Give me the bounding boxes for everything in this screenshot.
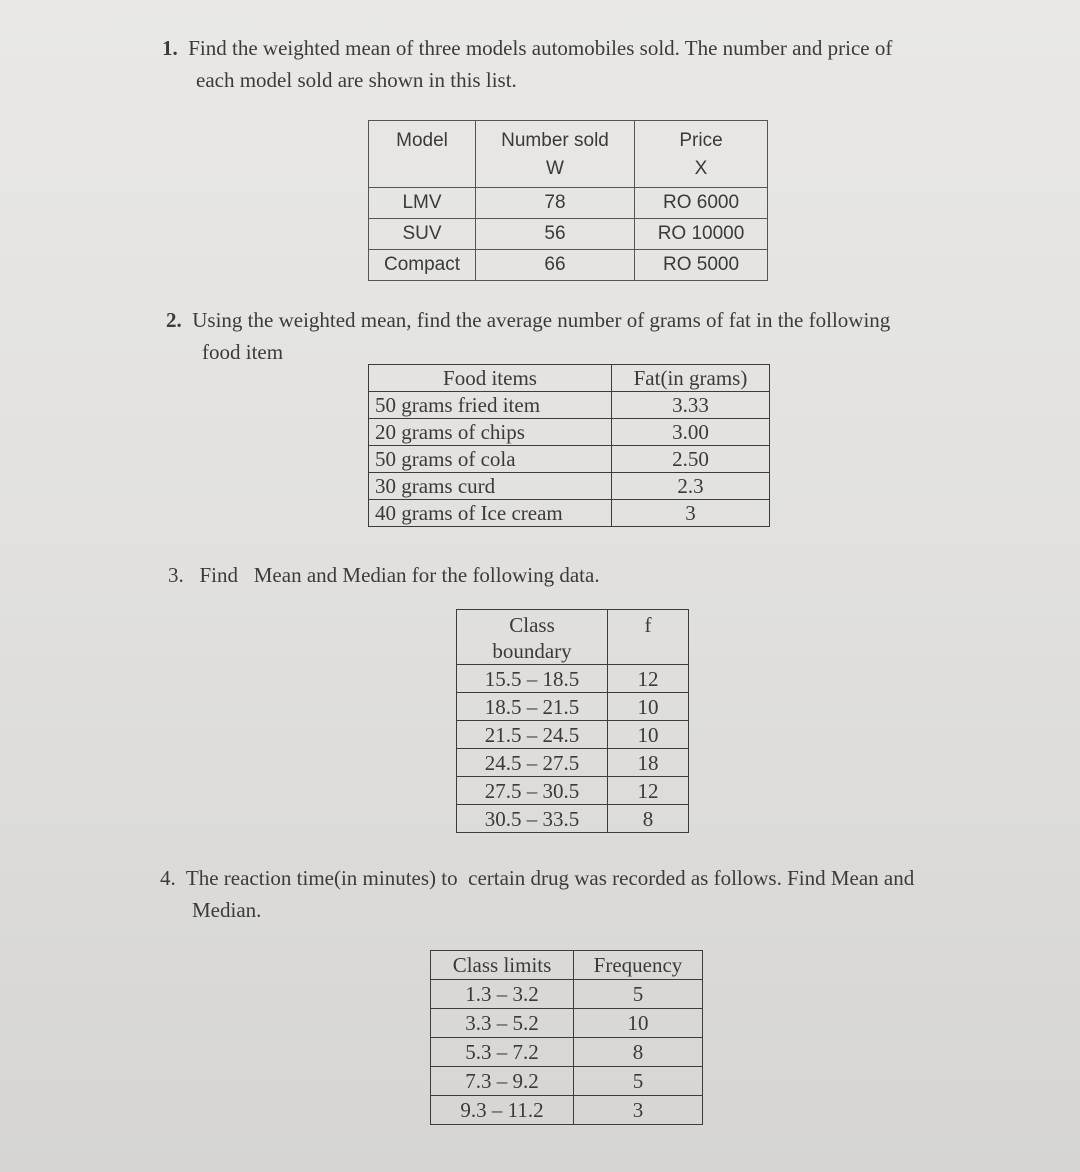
class-boundary-table: [456, 609, 689, 833]
question-4-line-2: Median.: [192, 898, 262, 922]
table-header-row: [369, 121, 768, 188]
question-4-number: 4.: [160, 866, 176, 890]
table-cell: 12: [608, 777, 689, 805]
table-cell: 10: [574, 1009, 703, 1038]
table-cell: 30.5 – 33.5: [457, 805, 608, 833]
table-cell: 40 grams of Ice cream: [369, 500, 612, 527]
table-cell: RO 6000: [635, 188, 768, 219]
table-cell: LMV: [369, 188, 476, 219]
table-cell: 5.3 – 7.2: [431, 1038, 574, 1067]
table-row: [457, 693, 689, 721]
header-class-limits: Class limits: [431, 951, 574, 980]
table-cell: 12: [608, 665, 689, 693]
table-cell: Compact: [369, 250, 476, 281]
table-row: [431, 1038, 703, 1067]
table-cell: RO 5000: [635, 250, 768, 281]
table-row: [431, 1067, 703, 1096]
question-2-line-2: food item: [202, 340, 284, 364]
question-1: [162, 32, 892, 96]
table-cell: 3: [574, 1096, 703, 1125]
table-cell: 8: [574, 1038, 703, 1067]
question-1-number: 1.: [162, 36, 178, 60]
table-cell: 2.3: [612, 473, 770, 500]
table-row: [457, 721, 689, 749]
header-fat: Fat(in grams): [612, 365, 770, 392]
header-price: Price X: [635, 121, 768, 188]
question-3-number: 3.: [168, 563, 184, 587]
question-1-line-1: Find the weighted mean of three models automobiles sold. The number and price of: [188, 36, 893, 60]
table-row: [457, 665, 689, 693]
table-row: [369, 188, 768, 219]
table-cell: 3.3 – 5.2: [431, 1009, 574, 1038]
table-row: [369, 473, 770, 500]
table-cell: 30 grams curd: [369, 473, 612, 500]
table-row: [457, 805, 689, 833]
question-2-line-1: Using the weighted mean, find the average number of grams of fat in the following: [192, 308, 891, 332]
table-cell: 21.5 – 24.5: [457, 721, 608, 749]
table-header-row: [457, 610, 689, 665]
header-f: f: [608, 610, 689, 665]
table-cell: 3.33: [612, 392, 770, 419]
automobile-sales-table: [368, 120, 768, 281]
question-4: [160, 862, 914, 926]
header-class-boundary: Class boundary: [457, 610, 608, 665]
table-cell: 8: [608, 805, 689, 833]
table-header-row: [369, 365, 770, 392]
table-row: [431, 1096, 703, 1125]
table-cell: 27.5 – 30.5: [457, 777, 608, 805]
table-cell: 18.5 – 21.5: [457, 693, 608, 721]
table-row: [457, 749, 689, 777]
question-1-line-2: each model sold are shown in this list.: [196, 68, 517, 92]
table-cell: 10: [608, 693, 689, 721]
question-4-line-1: The reaction time(in minutes) to certain drug was recorded as follows. Find Mean and: [185, 866, 915, 890]
table-cell: 50 grams fried item: [369, 392, 612, 419]
header-number-sold: Number sold W: [476, 121, 635, 188]
question-3: [168, 559, 600, 591]
table-row: [431, 1009, 703, 1038]
table-cell: 1.3 – 3.2: [431, 980, 574, 1009]
food-fat-table: [368, 364, 770, 527]
table-cell: 10: [608, 721, 689, 749]
header-frequency: Frequency: [574, 951, 703, 980]
table-row: [369, 250, 768, 281]
table-cell: 56: [476, 219, 635, 250]
table-row: [369, 392, 770, 419]
question-2-number: 2.: [166, 308, 182, 332]
table-row: [369, 446, 770, 473]
table-cell: 50 grams of cola: [369, 446, 612, 473]
table-cell: 2.50: [612, 446, 770, 473]
table-cell: 15.5 – 18.5: [457, 665, 608, 693]
table-cell: 20 grams of chips: [369, 419, 612, 446]
table-cell: 3: [612, 500, 770, 527]
table-header-row: [431, 951, 703, 980]
table-cell: 3.00: [612, 419, 770, 446]
table-cell: 24.5 – 27.5: [457, 749, 608, 777]
table-cell: 5: [574, 980, 703, 1009]
table-row: [369, 419, 770, 446]
class-limits-table: [430, 950, 703, 1125]
table-row: [369, 500, 770, 527]
table-cell: 5: [574, 1067, 703, 1096]
table-row: [369, 219, 768, 250]
header-model: Model: [369, 121, 476, 188]
table-cell: 78: [476, 188, 635, 219]
table-cell: 66: [476, 250, 635, 281]
header-food-items: Food items: [369, 365, 612, 392]
table-cell: 7.3 – 9.2: [431, 1067, 574, 1096]
question-3-line-1: Find Mean and Median for the following data.: [199, 563, 600, 587]
table-cell: 9.3 – 11.2: [431, 1096, 574, 1125]
table-cell: SUV: [369, 219, 476, 250]
table-cell: RO 10000: [635, 219, 768, 250]
table-row: [457, 777, 689, 805]
table-row: [431, 980, 703, 1009]
question-2: [166, 304, 890, 368]
table-cell: 18: [608, 749, 689, 777]
